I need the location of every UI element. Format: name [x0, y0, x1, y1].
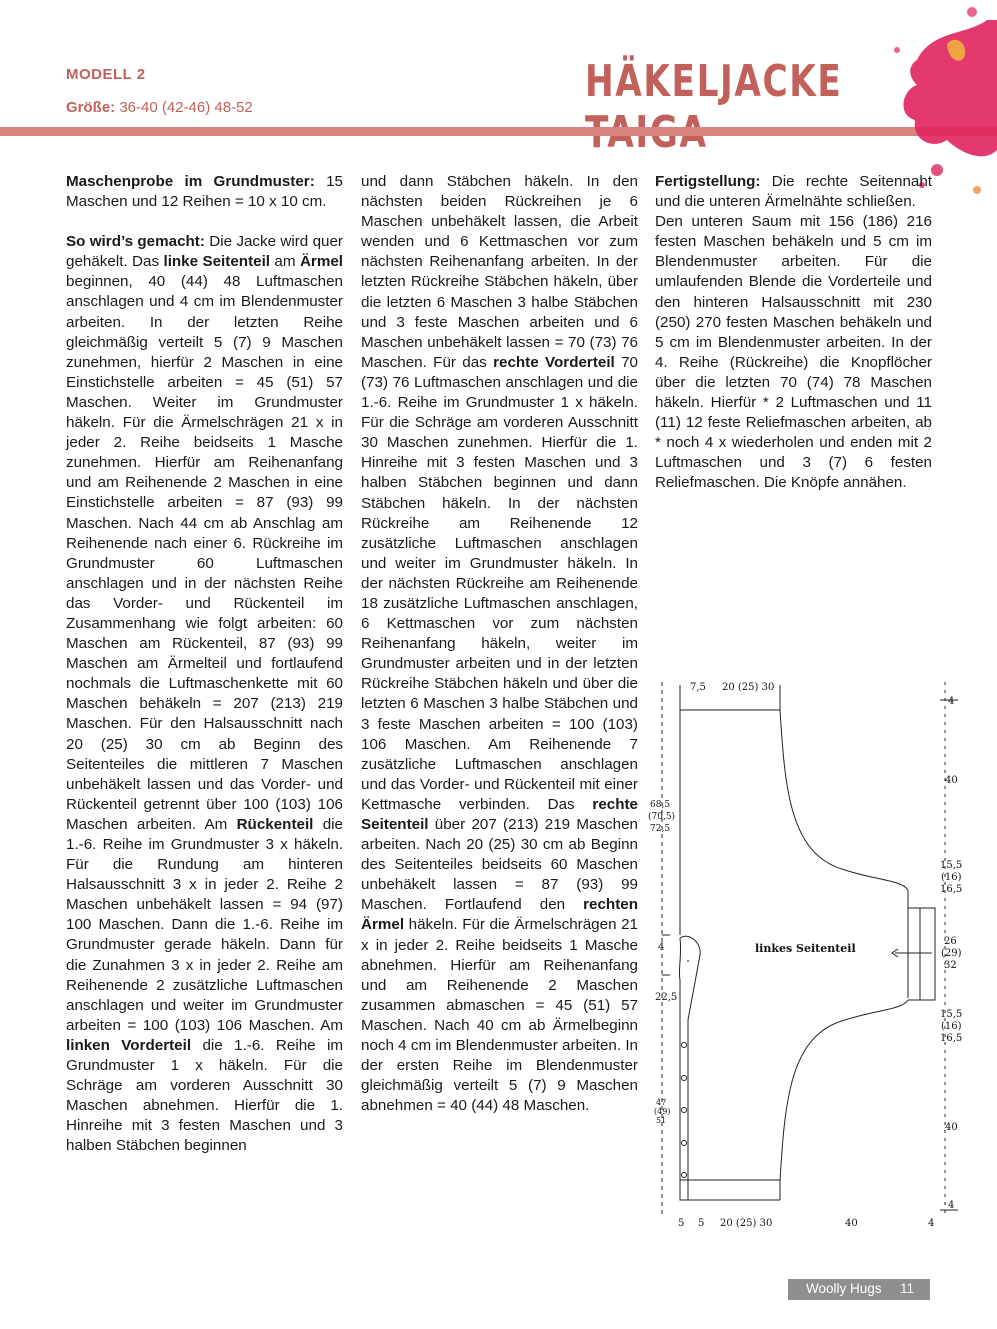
dim-right-2: 40	[945, 775, 958, 786]
dim-right-7: 4	[948, 1200, 955, 1211]
dim-top-b: 20 (25) 30	[722, 682, 775, 693]
page-footer	[788, 1279, 930, 1300]
dim-right-4b: (29)	[941, 948, 962, 959]
dim-right-4a: 26	[944, 936, 957, 947]
dim-right-3c: 16,5	[940, 884, 963, 895]
border-paragraph: Den unteren Saum mit 156 (186) 216 festen Maschen behäkeln und 5 cm im Blendenmuster arbeiten. Für die umlaufenden Blende die Vorderteile und den hinteren Halsausschnitt mit 230 (250) 270 festen Maschen behäkeln und 5 cm im Blendenmuster arbeiten. In der 4. Reihe (Rückreihe) die Knopflöcher über die letzten 70 (74) 78 Maschen häkeln. Hierfür * 2 Luftmaschen und 11 (11) 12 feste Reliefmaschen arbeiten, ab * noch 4 x wiederholen und enden mit 2 Luftmaschen und 3 (7) 6 festen Reliefmaschen. Die Knöpfe annähen.	[655, 213, 932, 492]
dim-left-1a: 68,5	[650, 800, 671, 810]
dim-right-3a: 15,5	[940, 860, 963, 871]
dim-left-1b: (70,5)	[648, 812, 676, 822]
size-value: 36-40 (42-46) 48-52	[119, 99, 253, 116]
size-line	[66, 99, 253, 116]
gauge-paragraph: Maschenprobe im Grundmuster: 15 Maschen und 12 Reihen = 10 x 10 cm.	[66, 173, 343, 211]
page-number: 11	[900, 1281, 915, 1296]
dim-right-5a: 15,5	[940, 1009, 963, 1020]
dim-right-1: 4	[948, 696, 955, 707]
finishing-paragraph: Fertigstellung: Die rechte Seitennaht und die unteren Ärmelnähte schließen.	[655, 173, 932, 211]
dim-left-2: 4	[658, 942, 665, 953]
dim-left-1c: 72,5	[650, 824, 671, 834]
footer-brand: Woolly Hugs	[806, 1281, 882, 1296]
diagram-center-label: linkes Seitenteil	[755, 942, 856, 955]
instructions-paragraph: So wird’s gemacht: Die Jacke wird quer gehäkelt. Das linke Seitenteil am Ärmel beginnen, 40 (44) 48 Luftmaschen anschlagen und 4 cm im Blendenmuster arbeiten. In der letzten Reihe gleichmäßig verteilt 5 (7) 9 Maschen zunehmen, hierfür 2 Maschen in eine Einstichstelle arbeiten = 45 (51) 57 Maschen. Weiter im Grundmuster häkeln. Für die Ärmelschrägen 21 x in jeder 2. Reihe beidseits 1 Masche zunehmen. Hierfür am Reihenanfang und am Reihenende 2 Maschen in eine Einstichstelle arbeiten = 87 (93) 99 Maschen. Nach 44 cm ab Anschlag am Reihenende nach einer 6. Rückreihe im Grundmuster 60 Luftmaschen anschlagen und in der nächsten Reihe das Vorder- und Rückenteil im Zusammenhang wie folgt arbeiten: 60 Maschen am Rückenteil, 87 (93) 99 Maschen am Ärmelteil und fortlaufend nochmals die Luftmaschenkette mit 60 Maschen behäkeln = 207 (213) 219 Maschen. Für den Halsausschnitt nach 20 (25) 30 cm ab Beginn des Seitenteiles die mittleren 7 Maschen unbehäkelt lassen und das Vorder- und Rückenteil getrennt über 100 (103) 106 Maschen arbeiten. Am Rückenteil die 1.-6. Reihe im Grundmuster 3 x häkeln. Für die Rundung am hinteren Halsausschnitt 3 x in jeder 2. Reihe 2 Maschen unbehäkelt lassen = 94 (97) 100 Maschen. Dann die 1.-6. Reihe im Grundmuster gerade häkeln. Dann für die Zunahmen 3 x in jeder 2. Reihe am Reihenende 2 zusätzliche Luftmaschen anschlagen und weiter im Grundmuster arbeiten = 100 (103) 106 Maschen. Am linken Vorderteil die 1.-6. Reihe im Grundmuster 1 x häkeln. Für die Schräge am vorderen Ausschnitt 30 Maschen abnehmen. Hierfür die 1. Hinreihe mit 3 festen Maschen und 3 halben Stäbchen beginnen	[66, 233, 344, 1155]
text-column-3	[655, 172, 932, 494]
dim-left-4b: (49)	[654, 1107, 671, 1116]
dim-right-4c: 32	[944, 960, 957, 971]
dim-bottom-a: 5	[678, 1218, 685, 1229]
dim-right-5b: (16)	[941, 1021, 962, 1032]
dim-right-3b: (16)	[941, 872, 962, 883]
dim-right-6: 40	[945, 1122, 958, 1133]
text-column-2	[361, 172, 638, 1116]
dim-bottom-b: 5	[698, 1218, 705, 1229]
page-title: HÄKELJACKE	[585, 56, 843, 107]
jacket-schematic	[640, 670, 970, 1240]
dim-top-a: 7,5	[690, 682, 706, 693]
dim-left-4a: 47	[656, 1098, 667, 1107]
dim-right-5c: 16,5	[940, 1033, 963, 1044]
dim-bottom-e: 4	[928, 1218, 935, 1229]
dim-bottom-c: 20 (25) 30	[720, 1218, 773, 1229]
header-rule	[0, 127, 997, 136]
dim-left-4c: 51	[656, 1116, 667, 1125]
dim-left-3: 22,5	[655, 992, 678, 1003]
size-label: Größe:	[66, 99, 116, 116]
model-label: MODELL 2	[66, 66, 146, 83]
text-column-1	[66, 172, 343, 1157]
dim-bottom-d: 40	[845, 1218, 858, 1229]
instructions-continued: und dann Stäbchen häkeln. In den nächsten beiden Rückreihen je 6 Maschen unbehäkelt lassen, die Arbeit wenden und 6 Kettmaschen vor zum nächsten Reihenanfang arbeiten. In der letzten Rückreihe Stäbchen häkeln, über die letzten 6 Maschen 3 halbe Stäbchen und 3 feste Maschen arbeiten und 6 Maschen unbehäkelt lassen = 70 (73) 76 Maschen. Für das rechte Vorderteil 70 (73) 76 Luftmaschen anschlagen und die 1.-6. Reihe im Grundmuster 1 x häkeln. Für die Schräge am vorderen Ausschnitt 30 Maschen zunehmen. Hierfür die 1. Hinreihe mit 3 festen Maschen und 3 halben Stäbchen beginnen und dann Stäbchen häkeln. In der nächsten Rückreihe am Reihenende 12 zusätzliche Luftmaschen anschlagen und weiter im Grundmuster häkeln. In der nächsten Rückreihe am Reihenende 18 zusätzliche Luftmaschen anschlagen, 6 Kettmaschen vor zum nächsten Reihenanfang häkeln, weiter im Grundmuster arbeiten und in der letzten Rückreihe Stäbchen häkeln und über die letzten 6 Maschen 3 halbe Stäbchen und 3 feste Maschen arbeiten = 100 (103) 106 Maschen. Am Reihenende 7 zusätzliche Luftmaschen anschlagen und das Vorder- und Rückenteil mit einer Kettmasche verbinden. Das rechte Seitenteil über 207 (213) 219 Maschen arbeiten. Nach 20 (25) 30 cm ab Beginn des Seitenteiles beidseits 60 Maschen unbehäkelt lassen = 87 (93) 99 Maschen. Fortlaufend den rechten Ärmel häkeln. Für die Ärmelschrägen 21 x in jeder 2. Reihe beidseits 1 Masche abnehmen. Hierfür am Reihenanfang und am Reihenende 2 Maschen zusammen abmaschen = 45 (51) 57 Maschen. Nach 40 cm ab Ärmelbeginn noch 4 cm im Blendenmuster arbeiten. In der ersten Reihe im Blendenmuster gleichmäßig verteilt 5 (7) 9 Maschen abnehmen = 40 (44) 48 Maschen.	[361, 173, 638, 1115]
